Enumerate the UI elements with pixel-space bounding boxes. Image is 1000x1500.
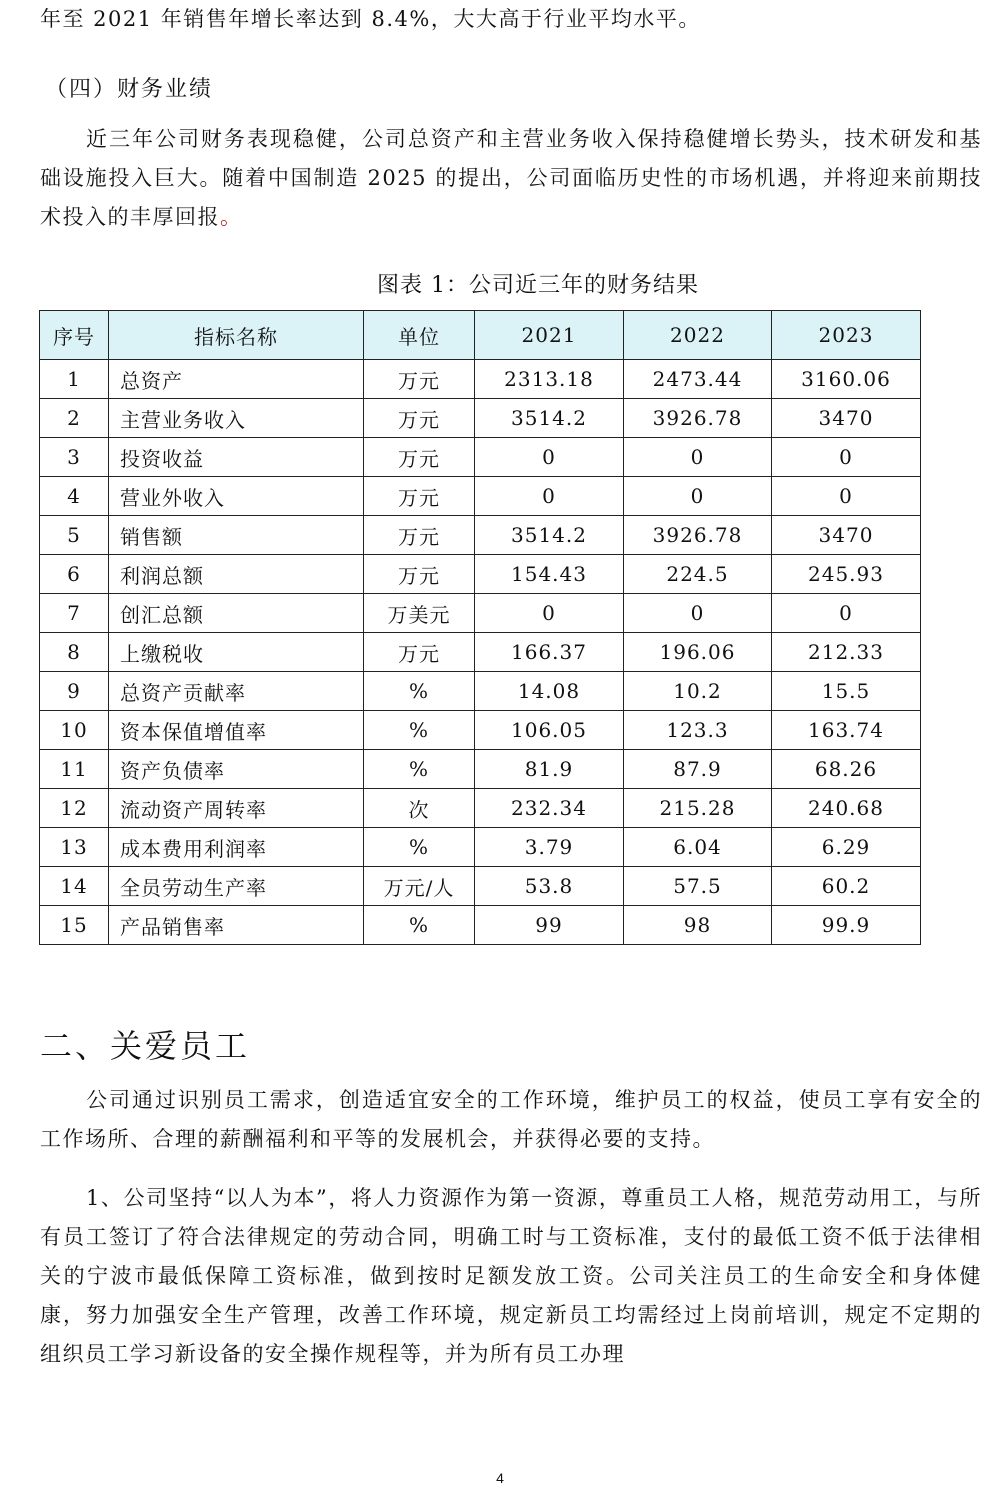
table-cell: 68.26: [772, 750, 921, 789]
financial-results-table: [39, 310, 921, 945]
table-cell: 0: [624, 438, 772, 477]
table-cell: 0: [475, 438, 624, 477]
table-cell: 99.9: [772, 906, 921, 945]
table-row: [40, 477, 921, 516]
table-cell: 流动资产周转率: [109, 789, 364, 828]
table-row: [40, 594, 921, 633]
table-cell: 2473.44: [624, 360, 772, 399]
header-cell: 序号: [40, 311, 109, 360]
header-cell: 单位: [364, 311, 475, 360]
table-cell: 万元/人: [364, 867, 475, 906]
table-cell: 123.3: [624, 711, 772, 750]
table-cell: 9: [40, 672, 109, 711]
table-cell: 万元: [364, 399, 475, 438]
table-row: [40, 633, 921, 672]
table-cell: 224.5: [624, 555, 772, 594]
section2-paragraph-2: 1、公司坚持“以人为本”，将人力资源作为第一资源，尊重员工人格，规范劳动用工，与所有员工签订了符合法律规定的劳动合同，明确工时与工资标准，支付的最低工资不低于法律相关的宁波市最低保障工资标准，做到按时足额发放工资。公司关注员工的生命安全和身体健康，努力加强安全生产管理，改善工作环境，规定新员工均需经过上岗前培训，规定不定期的组织员工学习新设备的安全操作规程等，并为所有员工办理: [40, 1186, 982, 1366]
table-cell: 57.5: [624, 867, 772, 906]
table-cell: 87.9: [624, 750, 772, 789]
table-cell: 利润总额: [109, 555, 364, 594]
section4-paragraph-text: 近三年公司财务表现稳健，公司总资产和主营业务收入保持稳健增长势头，技术研发和基础设施投入巨大。随着中国制造 2025 的提出，公司面临历史性的市场机遇，并将迎来前期技术投入的丰厚回报: [40, 127, 982, 229]
table-cell: 0: [624, 594, 772, 633]
table-row: [40, 789, 921, 828]
table-cell: 98: [624, 906, 772, 945]
header-cell: 2023: [772, 311, 921, 360]
table-cell: 投资收益: [109, 438, 364, 477]
table-cell: 资本保值增值率: [109, 711, 364, 750]
table-cell: 232.34: [475, 789, 624, 828]
section4-heading: （四）财务业绩: [45, 77, 214, 102]
page-number: 4: [496, 1470, 504, 1486]
table-cell: 60.2: [772, 867, 921, 906]
table-cell: 0: [772, 477, 921, 516]
table-cell: 3470: [772, 399, 921, 438]
table-row: [40, 906, 921, 945]
table-row: [40, 711, 921, 750]
intro-tail-text: 年至 2021 年销售年增长率达到 8.4%，大大高于行业平均水平。: [40, 7, 701, 31]
section2-heading: 二、关爱员工: [40, 1027, 251, 1065]
table-cell: 万元: [364, 555, 475, 594]
table-cell: 81.9: [475, 750, 624, 789]
table-cell: 营业外收入: [109, 477, 364, 516]
table-cell: 万美元: [364, 594, 475, 633]
table-cell: 15: [40, 906, 109, 945]
table-cell: 主营业务收入: [109, 399, 364, 438]
table-cell: 上缴税收: [109, 633, 364, 672]
table-cell: 106.05: [475, 711, 624, 750]
section4-paragraph: [40, 120, 982, 237]
table-cell: 215.28: [624, 789, 772, 828]
table-cell: 7: [40, 594, 109, 633]
table-row: [40, 516, 921, 555]
table-cell: 0: [772, 438, 921, 477]
header-cell: 指标名称: [109, 311, 364, 360]
table-cell: 全员劳动生产率: [109, 867, 364, 906]
table-cell: 0: [772, 594, 921, 633]
table-cell: 5: [40, 516, 109, 555]
table-cell: 万元: [364, 438, 475, 477]
table-cell: %: [364, 828, 475, 867]
section4-paragraph-end: 。: [220, 205, 243, 229]
table-cell: 12: [40, 789, 109, 828]
table-cell: 产品销售率: [109, 906, 364, 945]
table-row: [40, 828, 921, 867]
table-cell: 销售额: [109, 516, 364, 555]
table-cell: %: [364, 906, 475, 945]
table-cell: 166.37: [475, 633, 624, 672]
table-cell: 8: [40, 633, 109, 672]
table-cell: 万元: [364, 516, 475, 555]
table-cell: 240.68: [772, 789, 921, 828]
table-cell: 154.43: [475, 555, 624, 594]
table-cell: 3926.78: [624, 399, 772, 438]
table-header-row: [40, 311, 921, 360]
table-cell: 万元: [364, 477, 475, 516]
table-cell: 3470: [772, 516, 921, 555]
table-cell: 6.04: [624, 828, 772, 867]
table-row: [40, 360, 921, 399]
section2-paragraph-1: 公司通过识别员工需求，创造适宜安全的工作环境，维护员工的权益，使员工享有安全的工作场所、合理的薪酬福利和平等的发展机会，并获得必要的支持。: [40, 1088, 982, 1151]
table-cell: %: [364, 672, 475, 711]
table-cell: 13: [40, 828, 109, 867]
table-cell: 196.06: [624, 633, 772, 672]
table-cell: 53.8: [475, 867, 624, 906]
table-cell: 15.5: [772, 672, 921, 711]
table-cell: 6.29: [772, 828, 921, 867]
table-row: [40, 399, 921, 438]
table-cell: 资产负债率: [109, 750, 364, 789]
table-cell: 4: [40, 477, 109, 516]
table-row: [40, 867, 921, 906]
table-cell: 总资产贡献率: [109, 672, 364, 711]
table-cell: 成本费用利润率: [109, 828, 364, 867]
table-row: [40, 438, 921, 477]
table-cell: 3160.06: [772, 360, 921, 399]
table-row: [40, 672, 921, 711]
table-cell: 3514.2: [475, 516, 624, 555]
table-cell: 0: [475, 594, 624, 633]
table-cell: 1: [40, 360, 109, 399]
header-cell: 2021: [475, 311, 624, 360]
table-cell: 2313.18: [475, 360, 624, 399]
table-cell: 10: [40, 711, 109, 750]
table-cell: 163.74: [772, 711, 921, 750]
table-cell: 3.79: [475, 828, 624, 867]
table-cell: 212.33: [772, 633, 921, 672]
table-cell: 万元: [364, 633, 475, 672]
table-cell: 次: [364, 789, 475, 828]
table-row: [40, 555, 921, 594]
table-cell: 11: [40, 750, 109, 789]
table-cell: 14.08: [475, 672, 624, 711]
table-cell: %: [364, 711, 475, 750]
table-cell: 99: [475, 906, 624, 945]
table-row: [40, 750, 921, 789]
table-cell: 0: [624, 477, 772, 516]
table-cell: 6: [40, 555, 109, 594]
table-cell: 2: [40, 399, 109, 438]
table-cell: 0: [475, 477, 624, 516]
table-cell: 3926.78: [624, 516, 772, 555]
table-cell: 创汇总额: [109, 594, 364, 633]
table-cell: 10.2: [624, 672, 772, 711]
table-cell: 总资产: [109, 360, 364, 399]
table-cell: 245.93: [772, 555, 921, 594]
table-cell: %: [364, 750, 475, 789]
table-caption: 图表 1：公司近三年的财务结果: [377, 273, 699, 298]
header-cell: 2022: [624, 311, 772, 360]
table-cell: 3514.2: [475, 399, 624, 438]
table-cell: 万元: [364, 360, 475, 399]
table-cell: 14: [40, 867, 109, 906]
table-cell: 3: [40, 438, 109, 477]
